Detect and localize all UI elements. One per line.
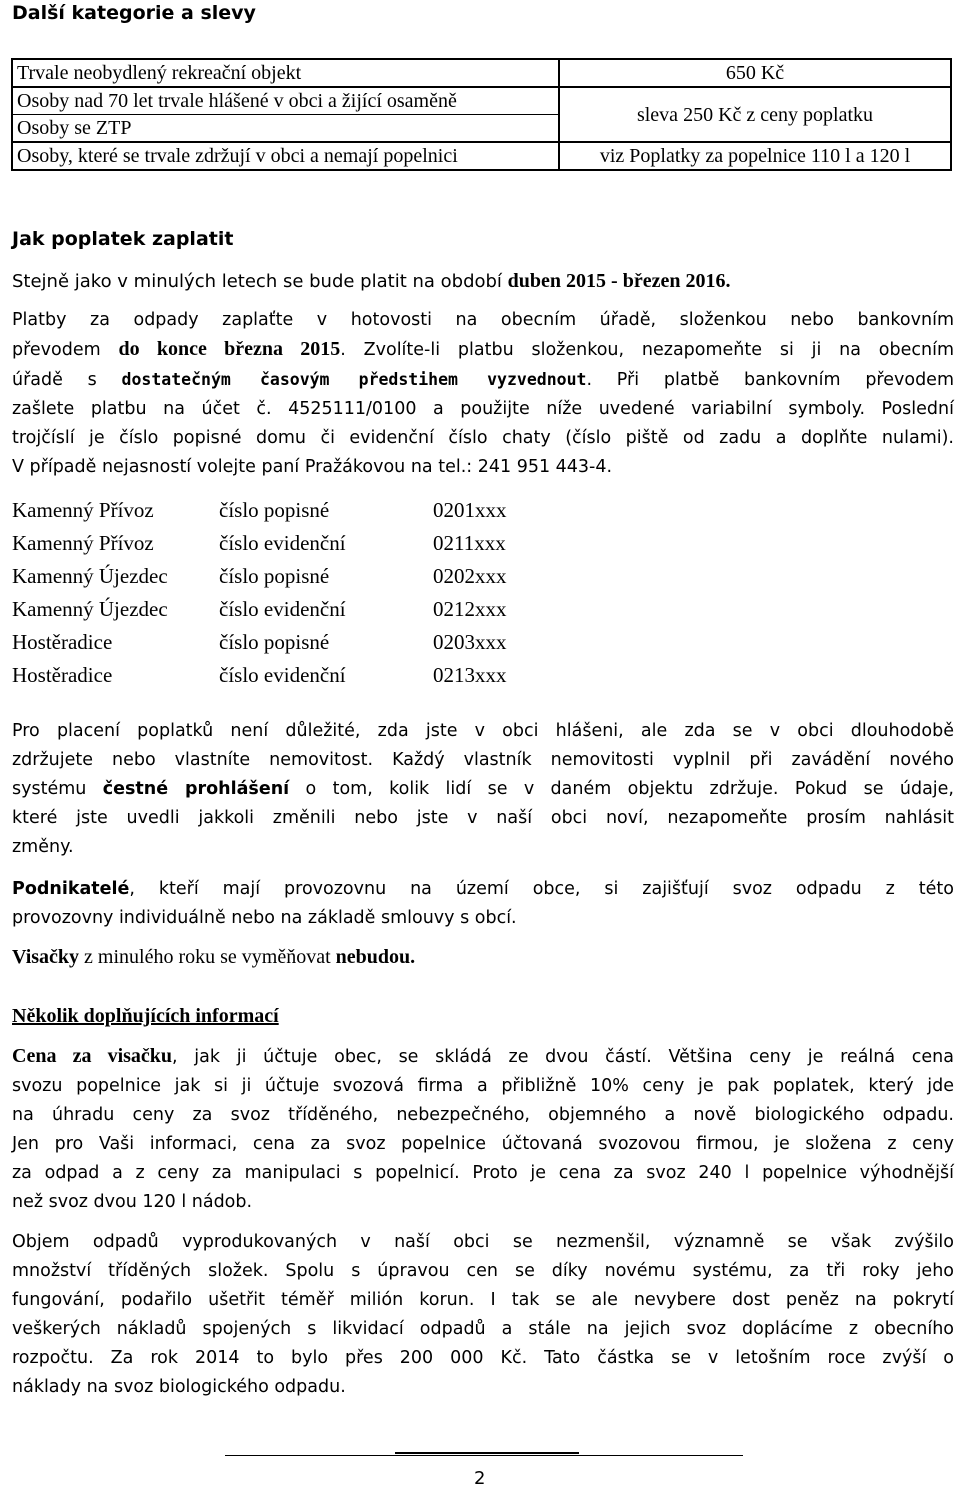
variable-symbols-table [12,494,507,692]
cell-type: číslo popisné [219,498,330,522]
text: zdržujete nebo vlastníte nemovitost. Každý vlastník nemovitosti vyplnil při zavádění nového [12,750,954,770]
text: svozu popelnice jak si ji účtuje svozová firma a přibližně 10% ceny je pak poplatek, který jde [12,1076,954,1096]
text: zašlete platbu na účet č. 4525111/0100 a použijte níže uvedené variabilní symboly. Poslední [12,399,954,419]
text: úřadě s [12,370,122,390]
line [12,875,954,904]
table-row [12,560,507,593]
cell-place: Kamenný Újezdec [12,597,168,621]
heading-text: Několik doplňujících informací [12,1005,279,1027]
categories-table [11,58,952,171]
text-bold: nebudou. [335,946,416,968]
text: Objem odpadů vyprodukovaných v naší obci se nezmenšil, významně se však zvýšilo [12,1232,954,1252]
line [12,1159,954,1188]
text-bold: Podnikatelé [12,879,130,899]
text: rozpočtu. Za rok 2014 to bylo přes 200 000 Kč. Tato částka se v letošním roce zvýší o [12,1348,954,1368]
footer-divider-thick [395,1452,579,1454]
table-cell: viz Poplatky za popelnice 110 l a 120 l [559,142,951,170]
paragraph-business [12,875,954,933]
table-row [12,626,507,659]
table-row [12,494,507,527]
text-bold: do konce března 2015 [118,338,341,360]
table-row [12,659,507,692]
text: které jste uvedli jakkoli změnili nebo jste v naší obci noví, nezapomeňte prosím nahlásit [12,808,954,828]
text-bold: čestné prohlášení [102,779,290,799]
table-cell: sleva 250 Kč z ceny poplatku [559,87,951,142]
line [12,395,954,424]
line [12,1257,954,1286]
text: náklady na svoz biologického odpadu. [12,1377,346,1397]
line [12,1042,954,1072]
text: změny. [12,837,74,857]
text: Jen pro Vaši informaci, cena za svoz popelnice účtovaná svozovou firmou, je složena z ceny [12,1134,954,1154]
line [12,904,954,933]
table-row [12,59,951,87]
cell-type: číslo popisné [219,630,330,654]
cell-place: Kamenný Přívoz [12,498,154,522]
cell-place: Hostěradice [12,663,113,687]
line [12,1002,954,1031]
line [12,746,954,775]
text: na úhradu ceny za svoz tříděného, nebezpečného, objemného a nově biologického odpadu. [12,1105,954,1125]
line [12,833,954,862]
text: . Při platbě bankovním převodem [586,370,954,390]
cell-place: Hostěradice [12,630,113,654]
table-cell: Osoby, které se trvale zdržují v obci a nemají popelnici [12,142,559,170]
text: , kteří mají provozovnu na území obce, si zajišťují svoz odpadu z této [129,879,954,899]
page-number: 2 [474,1468,486,1489]
cell-type: číslo popisné [219,564,330,588]
section-heading-more [12,1002,954,1031]
table-cell: Trvale neobydlený rekreační objekt [12,59,559,87]
text: trojčíslí je číslo popisné domu či evidenční číslo chaty (číslo piště od zadu a doplňte nulami). [12,428,954,448]
text: Platby za odpady zaplaťte v hotovosti na obecním úřadě, složenkou nebo bankovním [12,310,954,330]
cell-code: 0212xxx [433,597,507,621]
text: převodem [12,340,119,360]
cell-code: 0213xxx [433,663,507,687]
cell-code: 0203xxx [433,630,507,654]
line [12,1315,954,1344]
line [12,365,954,395]
line [12,775,954,804]
cell-type: číslo evidenční [219,663,346,687]
text: provozovny individuálně nebo na základě smlouvy s obcí. [12,908,517,928]
text-bold: duben 2015 - březen 2016. [507,270,731,292]
line [12,1101,954,1130]
table-row [12,87,951,115]
text: Pro placení poplatků není důležité, zda jste v obci hlášeni, ale zda se v obci dlouhodobě [12,721,954,741]
cell-type: číslo evidenční [219,597,346,621]
text: za odpad a z ceny za manipulaci s popelnicí. Proto je cena za svoz 240 l popelnice výhodnější [12,1163,954,1183]
line [12,1072,954,1101]
table-cell: Osoby se ZTP [12,115,559,143]
text: V případě nejasností volejte paní Pražákovou na tel.: 241 951 443-4. [12,457,613,477]
line [12,335,954,365]
cell-code: 0201xxx [433,498,507,522]
line [12,1188,954,1217]
paragraph-payments [12,306,954,482]
line [12,804,954,833]
section-heading-categories: Další kategorie a slevy [12,2,256,24]
text: veškerých nákladů spojených s likvidací odpadů a stále na jejich svoz doplácíme z obecního [12,1319,954,1339]
text: z minulého roku se vyměňovat [79,946,336,968]
table-row [12,142,951,170]
table-row [12,593,507,626]
text: Stejně jako v minulých letech se bude platit na období [12,271,508,292]
cell-place: Kamenný Újezdec [12,564,168,588]
paragraph-volume [12,1228,954,1402]
text: než svoz dvou 120 l nádob. [12,1192,253,1212]
line [12,1344,954,1373]
line [12,1286,954,1315]
line [12,717,954,746]
line [12,943,954,972]
footer-divider [225,1455,743,1456]
line [12,1228,954,1257]
cell-code: 0202xxx [433,564,507,588]
paragraph-place [12,717,954,862]
line [12,453,954,482]
text-bold: dostatečným časovým předstihem vyzvednout [121,370,587,389]
line [12,306,954,335]
line [12,1373,954,1402]
text: systému [12,779,103,799]
text-bold: Visačky [12,946,80,968]
table-cell: 650 Kč [559,59,951,87]
text: fungování, podařilo ušetřit téměř milión korun. I tak se ale nevybere dost peněz na pokrytí [12,1290,954,1310]
paragraph-tags [12,943,954,972]
text: . Zvolíte-li platbu složenkou, nezapomeňte si ji na obecním [340,340,955,360]
cell-code: 0211xxx [433,531,506,555]
text: množství tříděných složek. Spolu s úpravou cen se díky novému systému, za tři roky jeho [12,1261,954,1281]
text-bold: Cena za visačku [12,1045,173,1067]
section-heading-pay: Jak poplatek zaplatit [12,228,234,250]
cell-type: číslo evidenční [219,531,346,555]
table-cell: Osoby nad 70 let trvale hlášené v obci a žijící osaměně [12,87,559,115]
table-row [12,527,507,560]
paragraph-price [12,1042,954,1217]
line [12,424,954,453]
cell-place: Kamenný Přívoz [12,531,154,555]
line [12,1130,954,1159]
text: , jak ji účtuje obec, se skládá ze dvou částí. Většina ceny je reálná cena [172,1047,954,1067]
text: o tom, kolik lidí se v daném objektu zdržuje. Pokud se údaje, [289,779,954,799]
paragraph-period [12,268,730,295]
